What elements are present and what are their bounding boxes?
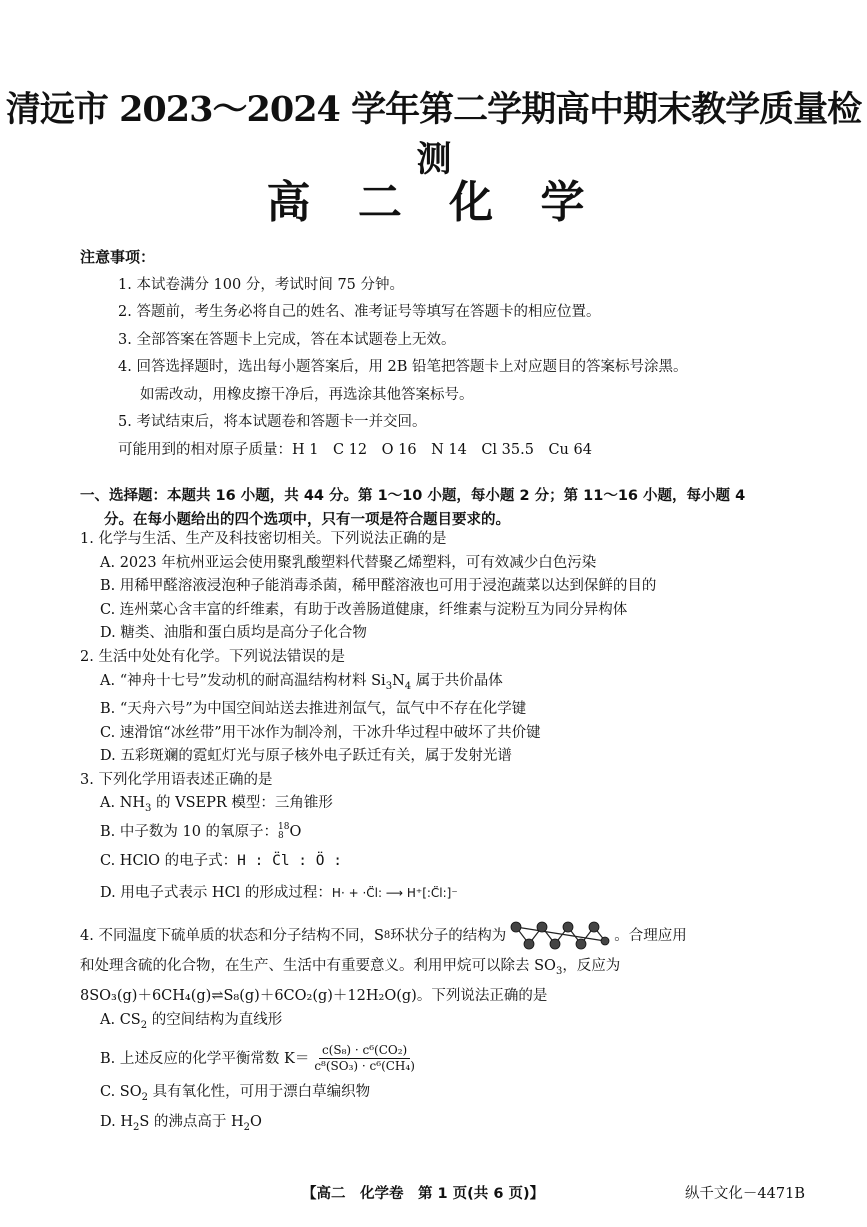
- q4-d-text: D. H: [100, 1113, 133, 1130]
- note-item-4-cont: 如需改动，用橡皮擦干净后，再选涂其他答案标号。: [140, 386, 474, 403]
- subject-title: 高 二 化 学: [266, 177, 601, 228]
- q3-a-post: 的 VSEPR 模型：三角锥形: [151, 795, 333, 812]
- note-item-2: 2. 答题前，考生务必将自己的姓名、准考证号等填写在答题卡的相应位置。: [118, 304, 601, 320]
- note-item-5: 5. 考试结束后，将本试题卷和答题卡一并交回。: [118, 414, 427, 430]
- question-4-line-2: [80, 954, 800, 984]
- question-3-option-b: [80, 821, 800, 845]
- question-1-option-c: C. 连州菜心含丰富的纤维素，有助于改善肠道健康，纤维素与淀粉互为同分异构体: [100, 601, 628, 618]
- q4-line2-sub: 3: [555, 965, 563, 977]
- q3-b-symbol: O: [289, 823, 302, 840]
- q4-d-mid: S 的沸点高于 H: [139, 1113, 244, 1130]
- question-3-stem: 3. 下列化学用语表述正确的是: [80, 771, 273, 788]
- section-heading-line-2: 分。在每小题给出的四个选项中，只有一项是符合题目要求的。: [104, 512, 510, 528]
- notes-heading: 注意事项：: [80, 248, 156, 266]
- hcl-formation-formula: H· + ·C̈l: ⟶ H⁺[:C̈l:]⁻: [331, 885, 458, 900]
- q2-a-text: A. “神舟十七号”发动机的耐高温结构材料 Si: [100, 672, 386, 689]
- note-item-3: 3. 全部答案在答题卡上完成，答在本试题卷上无效。: [118, 331, 456, 348]
- q3-b-text: B. 中子数为 10 的氧原子：: [100, 823, 279, 840]
- q2-a-sub2: 4: [404, 680, 412, 692]
- q2-a-mid: N: [392, 672, 405, 689]
- question-1-option-a: A. 2023 年杭州亚运会使用聚乳酸塑料代替聚乙烯塑料，可有效减少白色污染: [100, 554, 597, 571]
- q4-line1-text: 4. 不同温度下硫单质的状态和分子结构不同，S: [80, 928, 384, 944]
- section-heading: [80, 484, 800, 532]
- footer-page-info: 【高二 化学卷 第 1 页(共 6 页)】: [302, 1186, 545, 1202]
- section-heading-line-1: 一、选择题：本题共 16 小题，共 44 分。第 1～10 小题，每小题 2 分；第 11～16 小题，每小题 4: [80, 488, 746, 504]
- hclo-electron-formula: H : C̈l : Ö :: [237, 852, 342, 869]
- q2-a-post: 属于共价晶体: [411, 672, 503, 689]
- question-1-option-d: D. 糖类、油脂和蛋白质均是高分子化合物: [100, 625, 367, 642]
- q4-a-text: A. CS: [100, 1011, 141, 1028]
- q4-c-text: C. SO: [100, 1083, 142, 1100]
- notes-section: [80, 244, 800, 464]
- s8-ring-structure-icon: [510, 921, 610, 951]
- q4-c-sub: 2: [141, 1091, 148, 1103]
- question-2-option-b: B. “天舟六号”为中国空间站送去推进剂氙气，氙气中不存在化学键: [100, 701, 527, 718]
- equilibrium-constant-fraction: [311, 1043, 418, 1074]
- atomic-mass-line: 可能用到的相对原子质量：H 1 C 12 O 16 N 14 Cl 35.5 Cu 64: [118, 441, 592, 458]
- question-2-stem: 2. 生活中处处有化学。下列说法错误的是: [80, 648, 345, 665]
- q3-b-mass-number: 18: [278, 821, 290, 832]
- q4-b-text: B. 上述反应的化学平衡常数 K＝: [100, 1050, 310, 1067]
- q4-a-sub: 2: [140, 1019, 148, 1031]
- q4-a-post: 的空间结构为直线形: [147, 1011, 283, 1028]
- question-1-option-b: B. 用稀甲醛溶液浸泡种子能消毒杀菌，稀甲醛溶液也可用于浸泡蔬菜以达到保鲜的目的: [100, 578, 657, 595]
- q2-a-sub1: 3: [385, 680, 393, 692]
- q3-b-atomic-number: 8: [278, 830, 284, 841]
- note-item-1: 1. 本试卷满分 100 分，考试时间 75 分钟。: [118, 276, 405, 293]
- questions-1-3: [80, 528, 800, 909]
- question-3-option-a: [80, 792, 800, 820]
- question-1-stem: 1. 化学与生活、生产及科技密切相关。下列说法正确的是: [80, 531, 447, 547]
- q4-line2-text: 和处理含硫的化合物，在生产、生活中有重要意义。利用甲烷可以除去 SO: [80, 958, 556, 974]
- question-2-option-a: [80, 670, 800, 698]
- q4-line1-mid: 环状分子的结构为: [390, 928, 507, 944]
- fraction-denominator: c⁸(SO₃) · c⁶(CH₄): [314, 1059, 415, 1074]
- question-2-option-d: D. 五彩斑斓的霓虹灯光与原子核外电子跃迁有关，属于发射光谱: [100, 748, 512, 765]
- q3-c-text: C. HClO 的电子式：: [100, 852, 238, 869]
- question-3-option-c: [80, 845, 800, 877]
- fraction-numerator: c(S₈) · c⁶(CO₂): [319, 1043, 410, 1059]
- footer-publisher-code: 纵千文化－4471B: [684, 1186, 805, 1202]
- q4-c-post: 具有氧化性，可用于漂白草编织物: [148, 1083, 371, 1100]
- exam-title: 清远市 2023～2024 学年第二学期高中期末教学质量检测: [5, 89, 862, 180]
- question-4: [80, 918, 800, 1140]
- question-4-option-d: [80, 1110, 800, 1140]
- question-4-option-c: [80, 1080, 800, 1110]
- question-4-line-1: [80, 918, 800, 954]
- question-3-option-d: [80, 877, 800, 909]
- q4-d-post: O: [250, 1113, 262, 1130]
- q4-d-sub2: 2: [243, 1121, 251, 1133]
- note-item-4: 4. 回答选择题时，选出每小题答案后，用 2B 铅笔把答题卡上对应题目的答案标号涂黑。: [118, 359, 688, 375]
- q4-line1-post: 。合理应用: [614, 928, 687, 944]
- question-2-option-c: C. 速滑馆“冰丝带”用干冰作为制冷剂，干冰升华过程中破坏了共价键: [100, 724, 541, 741]
- q4-line1-sub: 8: [383, 930, 391, 941]
- q3-a-text: A. NH: [100, 795, 146, 812]
- q4-line2-post: ，反应为: [562, 958, 621, 974]
- q4-d-sub1: 2: [132, 1121, 140, 1133]
- question-4-option-a: [80, 1008, 800, 1038]
- q3-d-text: D. 用电子式表示 HCl 的形成过程：: [100, 884, 332, 901]
- q3-a-sub: 3: [145, 803, 152, 815]
- question-4-option-b: [80, 1038, 800, 1080]
- question-4-equation: 8SO₃(g)＋6CH₄(g)⇌S₈(g)＋6CO₂(g)＋12H₂O(g)。下列说法正确的是: [80, 987, 548, 1004]
